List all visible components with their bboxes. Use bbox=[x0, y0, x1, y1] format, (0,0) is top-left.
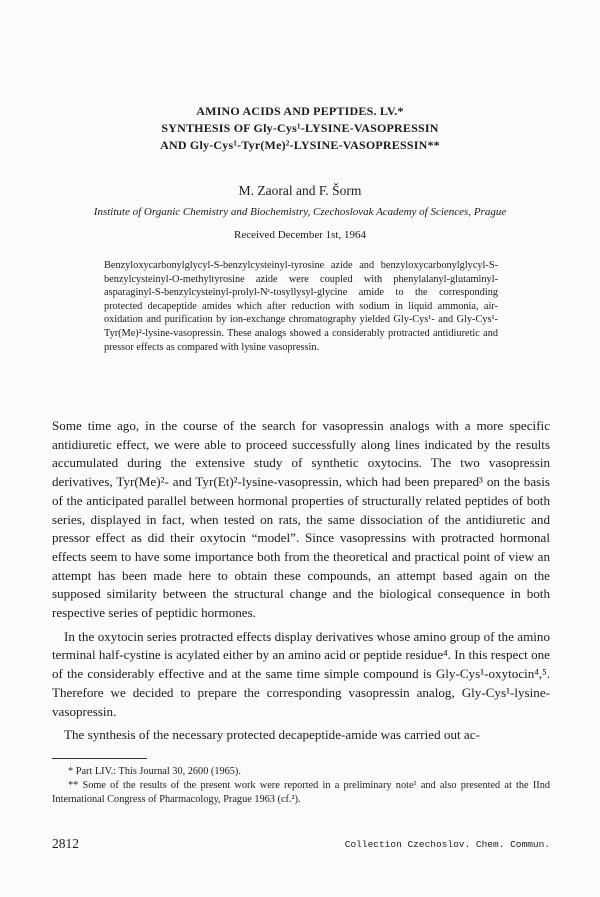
article-title bbox=[60, 103, 540, 154]
journal-name: Collection Czechoslov. Chem. Commun. bbox=[344, 839, 550, 850]
authors: M. Zaoral and F. Šorm bbox=[238, 183, 362, 198]
footnote-2: ** Some of the results of the present work were reported in a preliminary note¹ and also presented at the IInd International Congress of Pharmacology, Prague 1963 (cf.²). bbox=[52, 780, 550, 805]
title-line-1: AMINO ACIDS AND PEPTIDES. LV.* bbox=[196, 104, 404, 118]
body-paragraph-2: In the oxytocin series protracted effects display derivatives whose amino group of the amino terminal half-cystine is acylated either by an amino acid or peptide residue⁴. In this respect one of the considerably effective and at the same time simple compound is Gly-Cys¹-oxytocin⁴,⁵. Therefore we decided to prepare the corresponding vasopressin analog, Gly-Cys¹-lysine-vasopressin. bbox=[52, 628, 550, 719]
article-body bbox=[52, 417, 550, 750]
affiliation: Institute of Organic Chemistry and Biochemistry, Czechoslovak Academy of Sciences, Prague bbox=[93, 206, 507, 218]
title-line-3: AND Gly-Cys¹-Tyr(Me)²-LYSINE-VASOPRESSIN** bbox=[160, 138, 440, 152]
footnote-divider bbox=[52, 758, 147, 759]
body-paragraph-3: The synthesis of the necessary protected decapeptide-amide was carried out ac- bbox=[64, 727, 480, 743]
page-number: 2812 bbox=[52, 836, 79, 851]
title-line-2: SYNTHESIS OF Gly-Cys¹-LYSINE-VASOPRESSIN bbox=[161, 121, 439, 135]
abstract: Benzyloxycarbonylglycyl-S-benzylcysteinyl-tyrosine azide and benzyloxycarbonylglycyl-S-benzylcysteinyl-O-methyltyrosine azide were coupled with phenylalanyl-glutaminyl-asparaginyl-S-benzylcysteinyl-prolyl-Nᵋ-tosyllysyl-glycine amide to the corresponding protected decapeptide amides which after reduction with sodium in liquid ammonia, air-oxidation and purification by ion-exchange chromatography yielded Gly-Cys¹- and Gly-Cys¹-Tyr(Me)²-lysine-vasopressin. These analogs showed a considerably protracted antidiuretic and pressor effects as compared with lysine vasopressin. bbox=[104, 260, 498, 353]
page-footer bbox=[52, 836, 550, 854]
footnote-1: * Part LIV.: This Journal 30, 2600 (1965). bbox=[68, 766, 241, 777]
body-paragraph-1: Some time ago, in the course of the search for vasopressin analogs with a more specific antidiuretic effect, we were able to proceed successfully along lines indicated by the results accumulated during the extensive study of synthetic oxytocins. The two vasopressin derivatives, Tyr(Me)²- and Tyr(Et)²-lysine-vasopressin, which had been prepared³ on the basis of the anticipated parallel between hormonal properties of structurally related peptides of both series, displayed in fact, when tested on rats, the same dissociation of the antidiuretic and pressor effect as did their oxytocin “model”. Since vasopressins with protracted hormonal effects seem to have some importance both from the theoretical and practical point of view an attempt has been made here to obtain these compounds, an attempt based again on the supposed similarity between the structural change and the biological consequence in both respective series of peptidic hormones. bbox=[52, 418, 550, 621]
footnotes bbox=[52, 765, 550, 807]
received-date: Received December 1st, 1964 bbox=[234, 229, 366, 241]
